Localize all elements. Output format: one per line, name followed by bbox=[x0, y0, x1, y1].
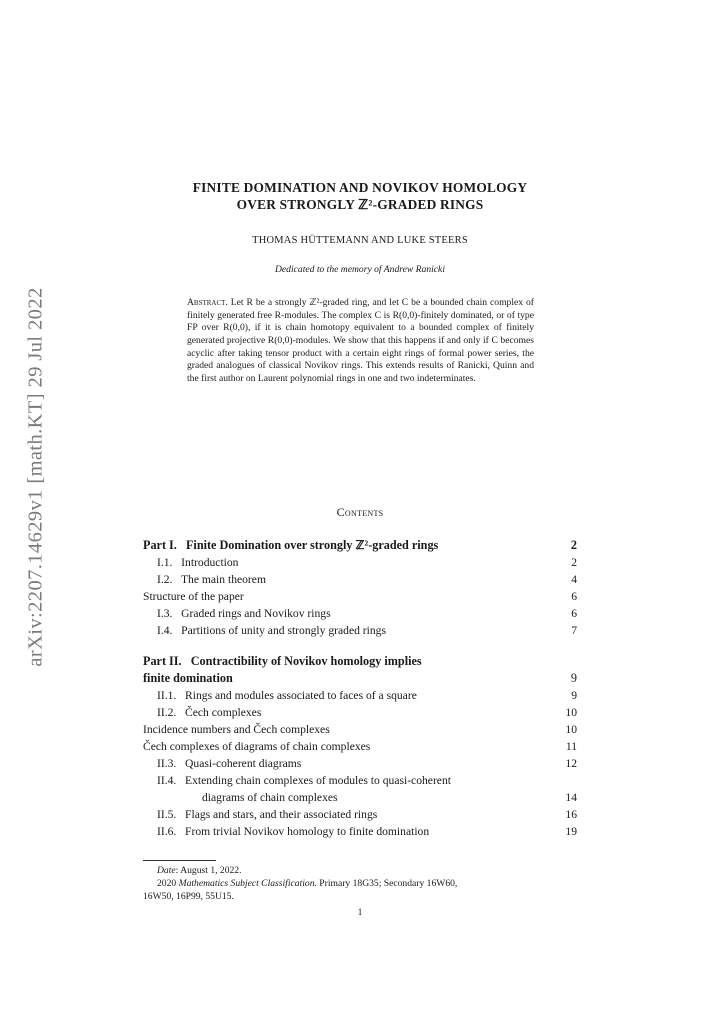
msc-label: Mathematics Subject Classification. bbox=[178, 878, 317, 889]
arxiv-sidebar-stamp bbox=[21, 285, 51, 670]
date: August 1, 2022. bbox=[180, 865, 242, 876]
toc-page-number: 16 bbox=[565, 808, 577, 821]
footnote: Date: August 1, 2022. 2020 Mathematics Subject Classification. Primary 18G35; Secondary 16W60, 16W50, 16P99, 55U15. bbox=[143, 864, 577, 903]
toc-page-number: 6 bbox=[571, 607, 577, 620]
toc-entry-label: I.4. bbox=[157, 624, 173, 637]
footnote-rule bbox=[143, 860, 216, 861]
toc-entry-title: Incidence numbers and Čech complexes bbox=[143, 723, 330, 736]
toc-entry-title: Partitions of unity and strongly graded rings bbox=[181, 624, 386, 637]
page-number: 1 bbox=[357, 907, 363, 918]
table-of-contents bbox=[143, 537, 577, 840]
toc-entry-title-cont: diagrams of chain complexes bbox=[202, 791, 338, 804]
toc-entry-label: II.2. bbox=[157, 706, 177, 719]
toc-page-number: 10 bbox=[565, 706, 577, 719]
toc-entry[interactable] bbox=[143, 704, 577, 721]
title-line-1: FINITE DOMINATION AND NOVIKOV HOMOLOGY bbox=[192, 180, 528, 195]
toc-entry[interactable] bbox=[143, 755, 577, 772]
toc-page-number: 9 bbox=[570, 671, 577, 685]
toc-page-number: 7 bbox=[571, 624, 577, 637]
toc-page-number: 2 bbox=[571, 556, 577, 569]
toc-entry-title: Quasi-coherent diagrams bbox=[185, 757, 302, 770]
date-label: Date bbox=[157, 865, 176, 876]
toc-entry-title: Introduction bbox=[181, 556, 239, 569]
toc-entry-title: Rings and modules associated to faces of a square bbox=[185, 689, 417, 702]
toc-part-title: Finite Domination over strongly ℤ²-graded rings bbox=[185, 538, 439, 552]
toc-part-title-cont: finite domination bbox=[143, 671, 233, 685]
toc-entry-cont[interactable] bbox=[143, 789, 577, 806]
toc-entry-title: From trivial Novikov homology to finite domination bbox=[185, 825, 430, 838]
toc-entry-title: Čech complexes of diagrams of chain complexes bbox=[143, 740, 371, 753]
toc-entry-title: Structure of the paper bbox=[143, 590, 244, 603]
toc-entry[interactable] bbox=[143, 554, 577, 571]
toc-entry-label: I.3. bbox=[157, 607, 173, 620]
toc-entry[interactable] bbox=[143, 823, 577, 840]
contents-heading: Contents bbox=[336, 505, 384, 519]
toc-part-2[interactable] bbox=[143, 653, 577, 670]
toc-entry[interactable] bbox=[143, 588, 577, 605]
toc-page-number: 19 bbox=[565, 825, 577, 838]
toc-entry[interactable] bbox=[143, 622, 577, 639]
abstract-text: Let R be a strongly ℤ²-graded ring, and let C be a bounded chain complex of finitely generated free R-modules. The complex C is R(0,0)-finitely dominated, or of type FP over R(0,0), if it is chain homotopy equivalent to a bounded complex of finitely generated projective R(0,0)-modules. We show that this happens if and only if C becomes acyclic after taking tensor product with a certain eight rings of formal power series, the graded analogues of classical Novikov rings. This extends results of Ranicki, Quinn and the first author on Laurent polynomial rings in one and two indeterminates. bbox=[187, 297, 534, 384]
abstract-label: Abstract. bbox=[187, 297, 228, 308]
toc-page-number: 4 bbox=[571, 573, 577, 586]
toc-entry[interactable] bbox=[143, 806, 577, 823]
arxiv-identifier: arXiv:2207.14629v1 [math.KT] 29 Jul 2022 bbox=[24, 287, 47, 667]
msc-text-2: 16W50, 16P99, 55U15. bbox=[143, 891, 234, 902]
toc-entry-title: Graded rings and Novikov rings bbox=[181, 607, 331, 620]
toc-entry-label: II.4. bbox=[157, 774, 177, 787]
toc-page-number: 14 bbox=[565, 791, 577, 804]
toc-part-1[interactable] bbox=[143, 537, 577, 554]
toc-page-number: 10 bbox=[565, 723, 577, 736]
toc-entry[interactable] bbox=[143, 605, 577, 622]
toc-entry-label: II.3. bbox=[157, 757, 177, 770]
toc-part-2-cont[interactable] bbox=[143, 670, 577, 687]
toc-page-number: 9 bbox=[571, 689, 577, 702]
toc-entry[interactable] bbox=[143, 571, 577, 588]
toc-entry-title: The main theorem bbox=[180, 573, 266, 586]
toc-entry-label: I.2. bbox=[157, 573, 173, 586]
paper-title bbox=[100, 179, 620, 213]
toc-page-number: 12 bbox=[565, 757, 577, 770]
toc-entry[interactable] bbox=[143, 772, 577, 789]
toc-entry-label: II.5. bbox=[157, 808, 177, 821]
title-line-2: OVER STRONGLY ℤ²-GRADED RINGS bbox=[236, 197, 484, 212]
toc-entry-title: Flags and stars, and their associated rings bbox=[185, 808, 378, 821]
toc-entry[interactable] bbox=[143, 721, 577, 738]
dedication: Dedicated to the memory of Andrew Ranicki bbox=[275, 264, 445, 275]
toc-entry-label: I.1. bbox=[157, 556, 173, 569]
msc-year: 2020 bbox=[157, 878, 177, 889]
toc-spacer bbox=[143, 639, 577, 653]
toc-entry-label: II.1. bbox=[157, 689, 177, 702]
toc-entry-label: II.6. bbox=[157, 825, 177, 838]
toc-page-number: 6 bbox=[571, 590, 577, 603]
toc-entry-title: Extending chain complexes of modules to quasi-coherent bbox=[185, 774, 451, 787]
toc-part-title: Contractibility of Novikov homology implies bbox=[190, 654, 422, 668]
toc-entry[interactable] bbox=[143, 738, 577, 755]
abstract bbox=[187, 297, 534, 386]
toc-page-number: 11 bbox=[565, 740, 577, 753]
toc-page-number: 2 bbox=[570, 538, 577, 552]
msc-text: Primary 18G35; Secondary 16W60, bbox=[319, 878, 458, 889]
toc-entry[interactable] bbox=[143, 687, 577, 704]
toc-entry-title: Čech complexes bbox=[185, 706, 262, 719]
toc-part-label: Part I. bbox=[143, 538, 177, 552]
toc-part-label: Part II. bbox=[143, 654, 182, 668]
authors: THOMAS HÜTTEMANN AND LUKE STEERS bbox=[252, 235, 468, 246]
